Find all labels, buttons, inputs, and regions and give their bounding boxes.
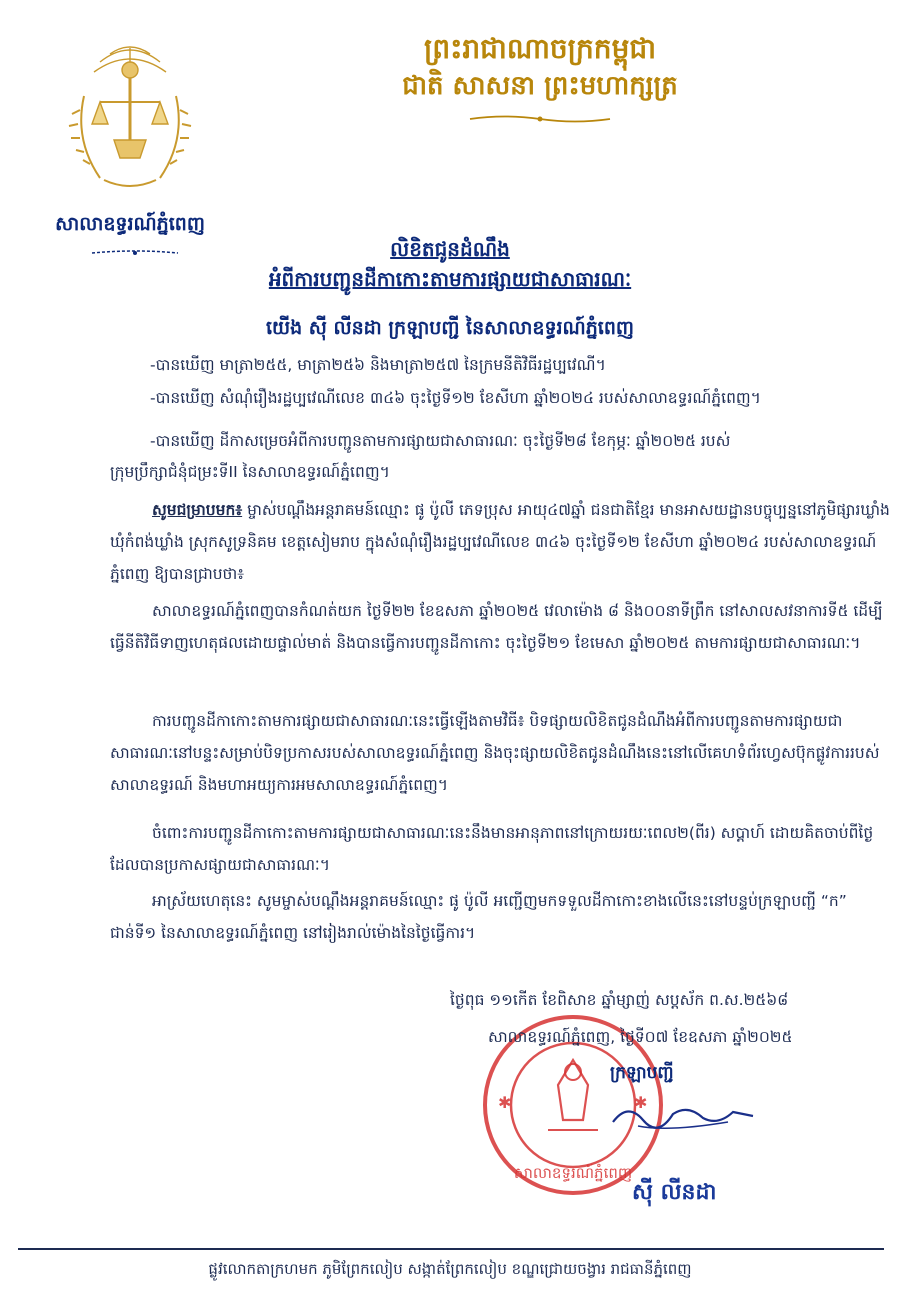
seal-text: សាលាឧទ្ធរណ៍ភ្នំពេញ [513, 1164, 633, 1182]
kingdom-motto [330, 30, 750, 124]
notice-paragraph-request: អាស្រ័យហេតុនេះ សូមម្ចាស់បណ្តឹងអន្តរាគមន៍ឈ្មោះ ផូ ប៉ូលី អញ្ជើញមកទទួលដីកាកោះខាងលើនេះនៅបន្ទប់ក្រឡាបញ្ជី “ក” ជាន់ទី១ នៃសាលាឧទ្ធរណ៍ភ្នំពេញ នៅរៀងរាល់ម៉ោងនៃថ្ងៃធ្វើការ។ [110, 892, 847, 942]
lunar-date: ថ្ងៃពុធ ១១កើត ខែពិសាខ ឆ្នាំម្សាញ់ សប្តស័ក ព.ស.២៥៦៨ [450, 991, 789, 1009]
notice-paragraph-method: ការបញ្ជូនដីកាកោះតាមការផ្សាយជាសាធារណៈនេះធ្វើឡើងតាមវិធី៖ បិទផ្សាយលិខិតជូនដំណឹងអំពីការបញ្ជូនតាមការផ្សាយជាសាធារណៈនៅបន្ទះសម្រាប់បិទប្រកាសរបស់សាលាឧទ្ធរណ៍ភ្នំពេញ និងចុះផ្សាយលិខិតជូនដំណឹងនេះនៅលើគេហទំព័រហ្វេសប៊ុកផ្លូវការរបស់សាលាឧទ្ធរណ៍ និងមហាអយ្យការអមសាលាឧទ្ធរណ៍ភ្នំពេញ។ [110, 712, 880, 794]
addressee-text: ម្ចាស់បណ្តឹងអន្តរាគមន៍ឈ្មោះ ផូ ប៉ូលី ភេទប្រុស អាយុ៤៧ឆ្នាំ ជនជាតិខ្មែរ មានអាសយដ្ឋានបច្ចុប្បន្ននៅភូមិផ្សារឃ្លាំង ឃុំកំពង់ឃ្លាំង ស្រុកសូទ្រនិគម ខេត្តសៀមរាប ក្នុងសំណុំរឿងរដ្ឋប្បវេណីលេខ ៣៤៦ ចុះថ្ងៃទី១២ ខែសីហា ឆ្នាំ២០២៤ របស់សាលាឧទ្ធរណ៍ភ្នំពេញ ឱ្យបានជ្រាបថា៖ [110, 501, 890, 583]
svg-text:✱: ✱ [498, 1093, 512, 1112]
ornament-divider-icon [465, 114, 615, 124]
notice-subject: អំពីការបញ្ជូនដីកាកោះតាមការផ្សាយជាសាធារណៈ [268, 267, 632, 291]
place-date: សាលាឧទ្ធរណ៍ភ្នំពេញ, ថ្ងៃទី០៧ ខែឧសភា ឆ្នាំ២០២៥ [488, 1028, 793, 1046]
clerk-title: ក្រឡាបញ្ជី [610, 1063, 674, 1083]
court-emblem-icon [60, 40, 200, 200]
kingdom-title: ព្រះរាជាណាចក្រកម្ពុជា [423, 32, 656, 65]
notice-paragraph-addressee [110, 494, 890, 590]
handwritten-signature [608, 1092, 758, 1142]
svg-text:✱: ✱ [634, 1093, 648, 1112]
issuer-line: យើង ស៊ី លីនដា ក្រឡាបញ្ជី នៃសាលាឧទ្ធរណ៍ភ្នំពេញ [266, 317, 634, 339]
notice-lead: សូមជម្រាបមក៖ [152, 501, 243, 519]
citation-case-file: -បានឃើញ សំណុំរឿងរដ្ឋប្បវេណីលេខ ៣៤៦ ចុះថ្ងៃទី១២ ខែសីហា ឆ្នាំ២០២៤ របស់សាលាឧទ្ធរណ៍ភ្នំពេញ។ [150, 389, 761, 407]
notice-paragraph-effect: ចំពោះការបញ្ជូនដីកាកោះតាមការផ្សាយជាសាធារណៈនេះនឹងមានអានុភាពនៅក្រោយរយៈពេល២(ពីរ) សប្តាហ៍ ដោយគិតចាប់ពីថ្ងៃដែលបានប្រកាសផ្សាយជាសាធារណៈ។ [110, 824, 874, 874]
citation-articles: -បានឃើញ មាត្រា២៥៥, មាត្រា២៥៦ និងមាត្រា២៥៧ នៃក្រមនីតិវិធីរដ្ឋប្បវេណី។ [150, 356, 606, 374]
citation-decision: -បានឃើញ ដីកាសម្រេចអំពីការបញ្ជូនតាមការផ្សាយជាសាធារណៈ ចុះថ្ងៃទី២៨ ខែកុម្ភៈ ឆ្នាំ២០២៥ របស់ [150, 432, 731, 450]
footer-address: ផ្លូវលោកតាក្រហមក ភូមិព្រែកលៀប សង្កាត់ព្រែកលៀប ខណ្ឌជ្រោយចង្វារ រាជធានីភ្នំពេញ [208, 1260, 692, 1278]
court-name: សាលាឧទ្ធរណ៍ភ្នំពេញ [55, 213, 205, 235]
citation-decision-cont: ក្រុមប្រឹក្សាជំនុំជម្រះទីII នៃសាលាឧទ្ធរណ៍ភ្នំពេញ។ [110, 463, 390, 481]
signer-name: ស៊ី លីនដា [632, 1180, 717, 1205]
notice-title: លិខិតជូនដំណឹង [390, 237, 510, 261]
national-motto: ជាតិ សាសនា ព្រះមហាក្សត្រ [402, 71, 678, 101]
notice-paragraph-hearing: សាលាឧទ្ធរណ៍ភ្នំពេញបានកំណត់យក ថ្ងៃទី២២ ខែឧសភា ឆ្នាំ២០២៥ វេលាម៉ោង ៨ និង០០នាទីព្រឹក នៅសាលសវនាការទី៥ ដើម្បីធ្វើនីតិវិធីទាញហេតុផលដោយផ្ទាល់មាត់ និងបានធ្វើការបញ្ជូនដីកាកោះ ចុះថ្ងៃទី២១ ខែមេសា ឆ្នាំ២០២៥ តាមការផ្សាយជាសាធារណៈ។ [110, 602, 883, 652]
footer-divider [18, 1248, 884, 1250]
